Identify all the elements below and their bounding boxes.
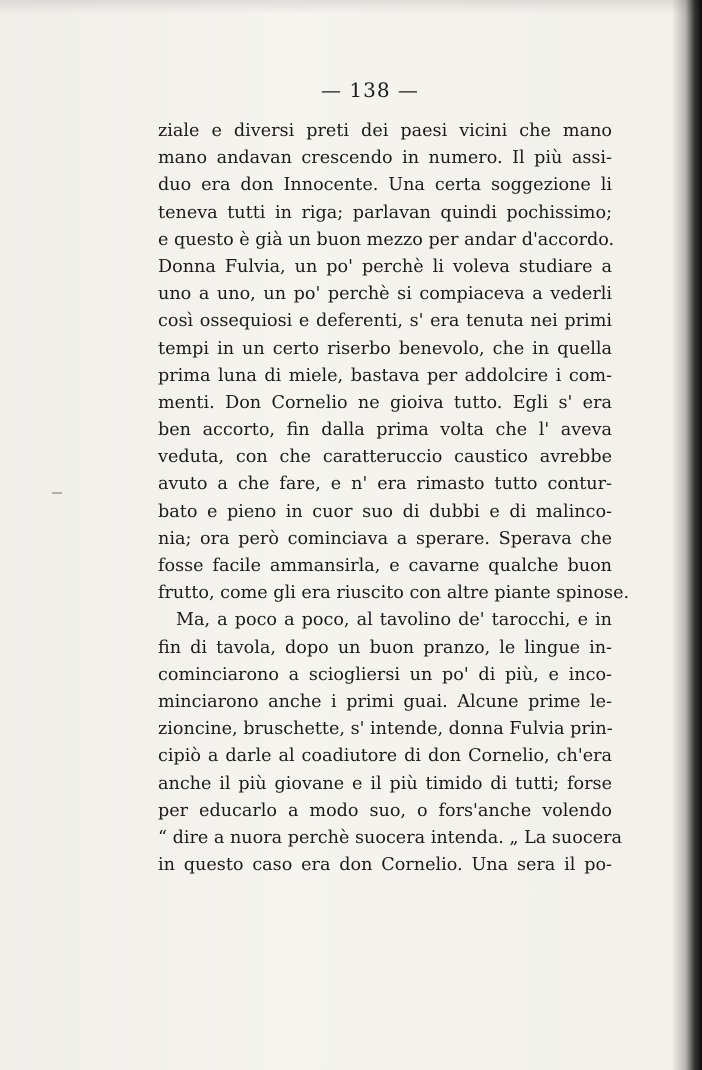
text-line: mano andavan crescendo in numero. Il più assi- [158,148,612,169]
text-line: ziale e diversi preti dei paesi vicini che mano [158,121,612,141]
body-text [158,118,630,879]
text-line: uno a uno, un po' perchè si compiaceva a vederli [158,284,612,305]
text-line: in questo caso era don Cornelio. Una sera il po- [158,855,612,876]
text-line: nia; ora però cominciava a sperare. Sperava che [158,528,612,549]
text-line: bato e pieno in cuor suo di dubbi e di malinco- [158,501,612,522]
text-line: così ossequiosi e deferenti, s' era tenuta nei primi [158,311,612,332]
text-line: anche il più giovane e il più timido di tutti; forse [158,773,612,794]
text-line: avuto a che fare, e n' era rimasto tutto contur- [158,474,612,495]
scan-speck [52,492,62,494]
text-line: fin di tavola, dopo un buon pranzo, le lingue in- [158,637,612,658]
text-line: cominciarono a sciogliersi un po' di più, e inco- [158,664,612,685]
text-line: frutto, come gli era riuscito con altre piante spinose. [158,583,630,604]
text-line: fosse facile ammansirla, e cavarne qualche buon [158,556,612,576]
text-line: ben accorto, fin dalla prima volta che l' aveva [158,420,612,441]
text-line: Donna Fulvia, un po' perchè li voleva studiare a [158,256,612,277]
text-line: teneva tutti in riga; parlavan quindi pochissimo; [158,202,612,223]
text-line: tempi in un certo riserbo benevolo, che in quella [158,338,612,359]
text-line: prima luna di miele, bastava per addolcire i com- [158,365,612,386]
scan-top-shadow [0,0,702,14]
text-line: menti. Don Cornelio ne gioiva tutto. Egli s' era [158,392,612,413]
text-line: Ma, a poco a poco, al tavolino de' tarocchi, e in [176,610,612,631]
text-line: duo era don Innocente. Una certa soggezione li [158,175,612,196]
text-line: e questo è già un buon mezzo per andar d'accordo. [158,229,615,250]
text-line: cipiò a darle al coadiutore di don Cornelio, ch'era [158,746,612,767]
text-line: zioncine, bruschette, s' intende, donna Fulvia prin- [158,719,613,740]
page-number: — 138 — [321,78,419,102]
binding-edge-shadow [672,0,702,1070]
text-line: per educarlo a modo suo, o fors'anche volendo [158,800,612,821]
text-line: veduta, con che caratteruccio caustico avrebbe [158,447,612,468]
text-line: minciarono anche i primi guai. Alcune prime le- [158,691,612,712]
text-line: “ dire a nuora perchè suocera intenda. „ La suocera [158,827,623,848]
